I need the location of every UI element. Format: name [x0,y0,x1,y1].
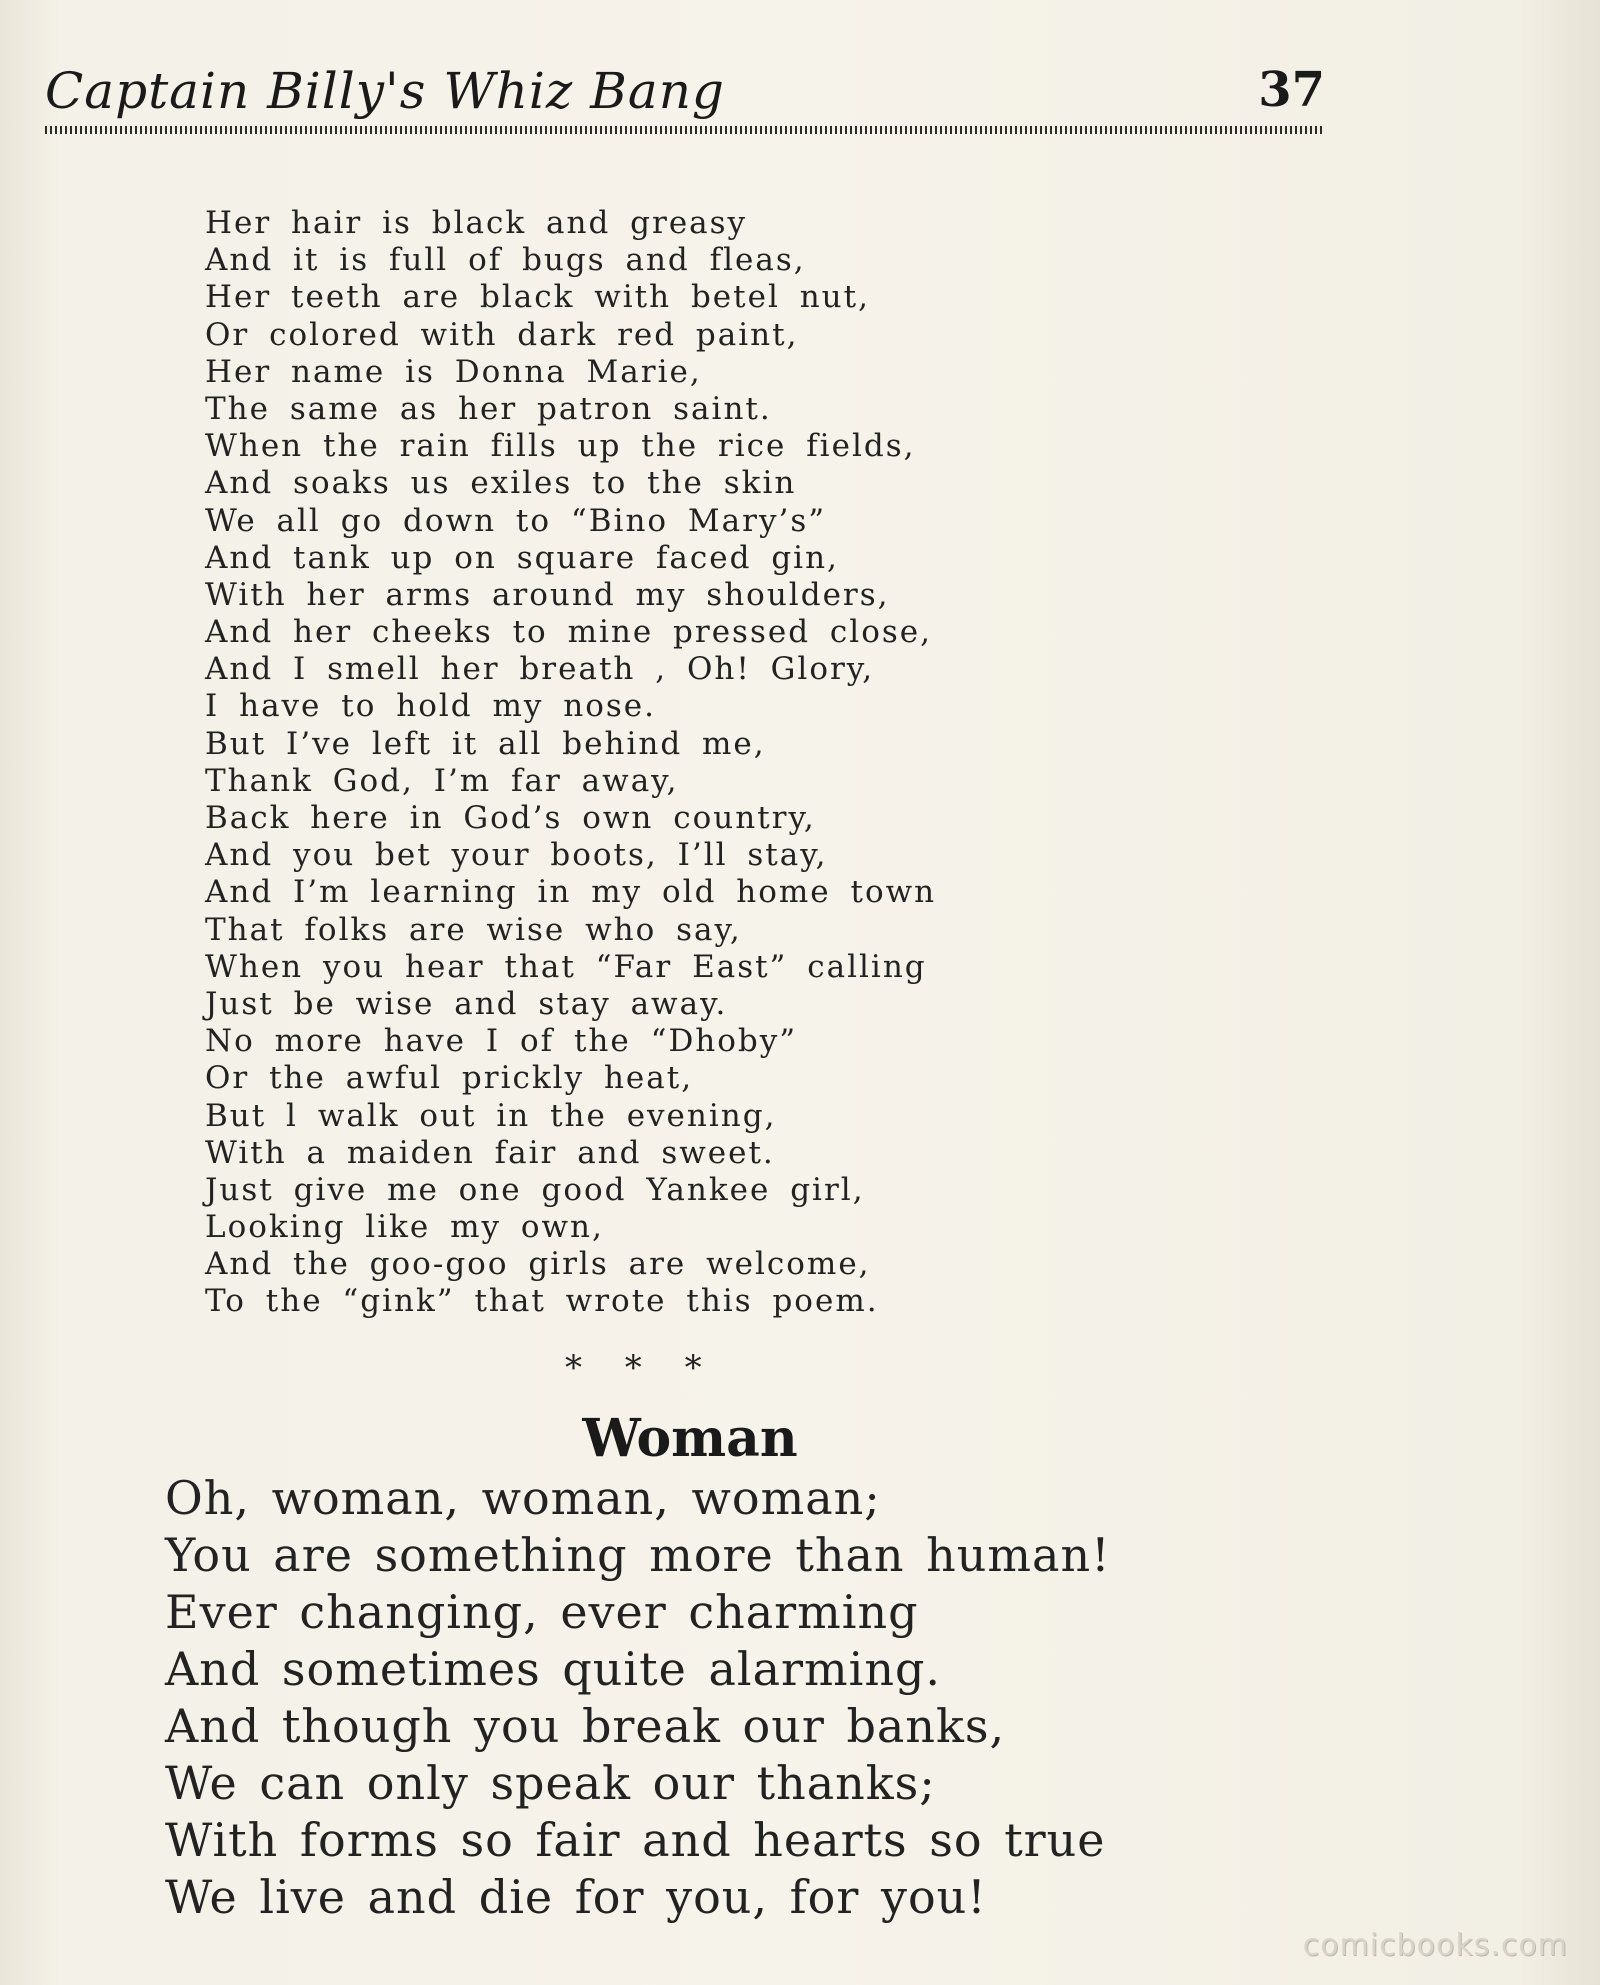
poem-line: But I’ve left it all behind me, [205,725,766,762]
poem-woman [165,1470,1365,1926]
poem-line: Her teeth are black with betel nut, [205,279,870,316]
page-header [45,62,1325,132]
poem-line: Looking like my own, [205,1209,604,1246]
poem-line: And I’m learning in my old home town [205,874,937,911]
poem-line: And sometimes quite alarming. [165,1642,942,1696]
poem-line: To the “gink” that wrote this poem. [205,1283,879,1320]
poem-line: We all go down to “Bino Mary’s” [205,502,827,539]
section-separator: * * * [565,1348,702,1388]
watermark: comicbooks.com [1302,1928,1568,1963]
poem-donna-marie [205,205,1105,1321]
poem-line: And soaks us exiles to the skin [205,465,797,502]
poem-line: With a maiden fair and sweet. [205,1134,775,1171]
magazine-title: Captain Billy's Whiz Bang [45,62,725,120]
poem-line: No more have I of the “Dhoby” [205,1023,798,1060]
poem-line: And the goo-goo girls are welcome, [205,1246,871,1283]
poem-line: I have to hold my nose. [205,688,656,725]
poem-line: Her name is Donna Marie, [205,353,702,390]
poem-line: And her cheeks to mine pressed close, [205,614,932,651]
poem-line: You are something more than human! [165,1528,1111,1582]
poem-line: Back here in God’s own country, [205,800,816,836]
poem-line: And though you break our banks, [165,1699,1006,1753]
poem-line: And tank up on square faced gin, [205,539,839,576]
poem-title: Woman [582,1408,798,1469]
poem-line: Thank God, I’m far away, [205,762,679,799]
poem-line: And it is full of bugs and fleas, [205,242,806,279]
poem-line: When you hear that “Far East” calling [205,948,927,985]
poem-line: And I smell her breath , Oh! Glory, [205,651,875,688]
poem-line: Her hair is black and greasy [205,205,748,241]
poem-line: Or colored with dark red paint, [205,316,799,353]
poem-line: When the rain fills up the rice fields, [205,428,916,465]
poem-line: But l walk out in the evening, [205,1097,777,1134]
page-number: 37 [1258,62,1325,118]
poem-line: We live and die for you, for you! [165,1870,987,1924]
poem-line: Ever changing, ever charming [165,1585,919,1639]
poem-line: Oh, woman, woman, woman; [165,1471,881,1525]
poem-line: Just be wise and stay away. [205,985,728,1022]
poem-line: With forms so fair and hearts so true [165,1813,1106,1867]
poem-line: Or the awful prickly heat, [205,1060,694,1097]
poem-line: With her arms around my shoulders, [205,576,890,613]
poem-line: And you bet your boots, I’ll stay, [205,837,828,874]
poem-line: We can only speak our thanks; [165,1756,936,1810]
poem-line: That folks are wise who say, [205,911,742,948]
header-rule [45,126,1325,134]
poem-line: The same as her patron saint. [205,390,772,427]
poem-line: Just give me one good Yankee girl, [205,1171,865,1208]
